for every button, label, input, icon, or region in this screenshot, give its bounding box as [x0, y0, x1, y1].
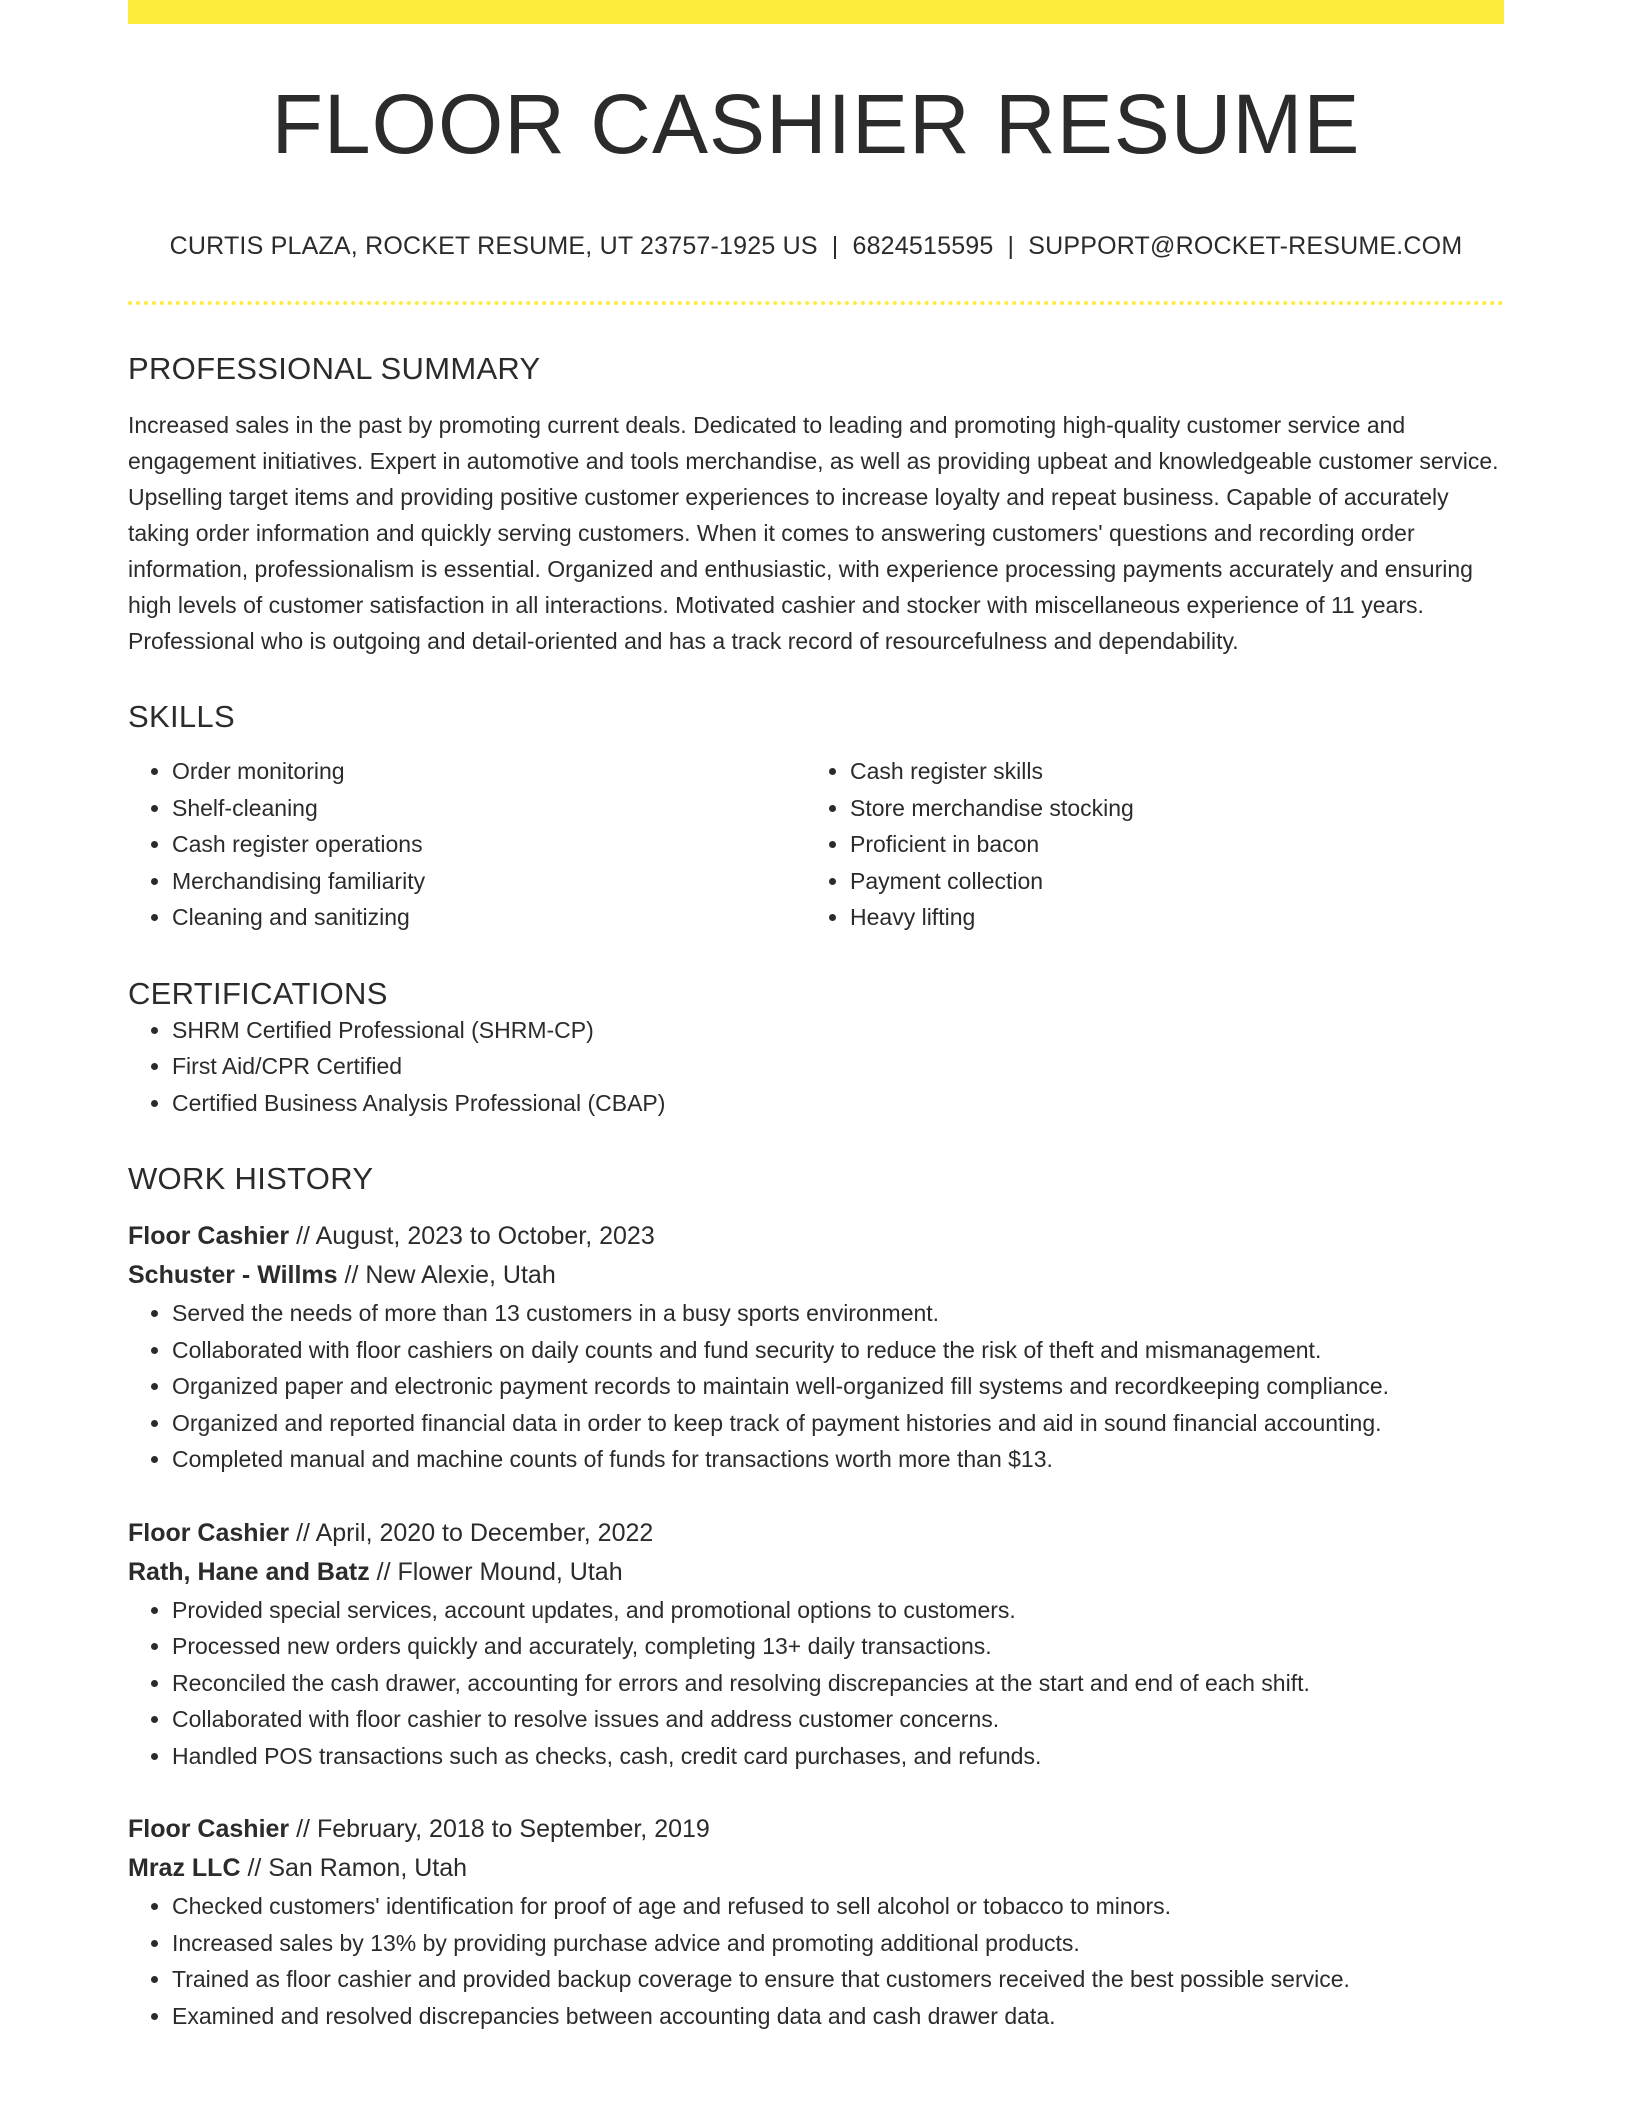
job-duty: • Collaborated with floor cashiers on daily counts and fund security to reduce the risk of theft and mismanagement. [172, 1332, 1504, 1369]
certification-item: • Certified Business Analysis Professional (CBAP) [172, 1085, 1504, 1122]
job-location: New Alexie, Utah [365, 1261, 556, 1289]
job-company: Rath, Hane and Batz [128, 1557, 370, 1586]
certifications-list [128, 1012, 1504, 1122]
resume-page [128, 0, 1504, 2034]
job-duties-list [128, 1295, 1504, 1478]
job-duty: • Examined and resolved discrepancies between accounting data and cash drawer data. [172, 1998, 1504, 2035]
job-duty: • Provided special services, account updates, and promotional options to customers. [172, 1592, 1504, 1629]
skills-grid [128, 753, 1504, 936]
skill-item: • Store merchandise stocking [850, 790, 1484, 827]
skill-item: • Heavy lifting [850, 899, 1484, 936]
skills-column-left [128, 753, 806, 936]
work-history-heading: WORK HISTORY [128, 1161, 374, 1196]
skills-heading: SKILLS [128, 699, 235, 734]
contact-address: CURTIS PLAZA, ROCKET RESUME, UT 23757-1925 US [169, 232, 818, 260]
contact-email: SUPPORT@ROCKET-RESUME.COM [1028, 232, 1463, 260]
skill-item: • Payment collection [850, 863, 1484, 900]
skills-column-right [806, 753, 1484, 936]
job-divider: // [376, 1557, 391, 1586]
job-divider: // [296, 1518, 311, 1547]
job-duties-list [128, 1592, 1504, 1775]
job-divider: // [344, 1261, 359, 1289]
contact-separator: | [831, 232, 839, 260]
job-duty: • Trained as floor cashier and provided backup coverage to ensure that customers received the best possible service. [172, 1961, 1504, 1998]
job-duty: • Checked customers' identification for proof of age and refused to sell alcohol or tobacco to minors. [172, 1888, 1504, 1925]
skill-item: • Cash register operations [172, 826, 806, 863]
job-divider: // [247, 1854, 262, 1882]
job-entry [128, 1514, 1504, 1775]
job-duty: • Served the needs of more than 13 customers in a busy sports environment. [172, 1295, 1504, 1332]
job-duties-list [128, 1888, 1504, 2034]
job-company-line [128, 1553, 1504, 1592]
job-location: San Ramon, Utah [268, 1854, 468, 1882]
skill-item: • Order monitoring [172, 753, 806, 790]
skill-item: • Shelf-cleaning [172, 790, 806, 827]
job-duty: • Organized and reported financial data in order to keep track of payment histories and aid in sound financial accounting. [172, 1405, 1504, 1442]
job-title: Floor Cashier [128, 1222, 290, 1250]
contact-line [128, 232, 1504, 261]
top-accent-bar [128, 0, 1504, 24]
job-title: Floor Cashier [128, 1518, 290, 1547]
certification-item: • First Aid/CPR Certified [172, 1048, 1504, 1085]
job-entry [128, 1217, 1504, 1478]
job-title-line [128, 1810, 1504, 1849]
job-company: Mraz LLC [128, 1854, 241, 1882]
skill-item: • Proficient in bacon [850, 826, 1484, 863]
job-entry [128, 1810, 1504, 2034]
job-company: Schuster - Willms [128, 1261, 338, 1289]
job-title-line [128, 1514, 1504, 1553]
skills-list-right [806, 753, 1484, 936]
job-duty: • Increased sales by 13% by providing purchase advice and promoting additional products. [172, 1925, 1504, 1962]
job-duty: • Processed new orders quickly and accurately, completing 13+ daily transactions. [172, 1628, 1504, 1665]
job-title: Floor Cashier [128, 1815, 290, 1843]
skill-item: • Merchandising familiarity [172, 863, 806, 900]
job-duty: • Reconciled the cash drawer, accounting for errors and resolving discrepancies at the start and end of each shift. [172, 1665, 1504, 1702]
job-dates: April, 2020 to December, 2022 [315, 1518, 654, 1547]
job-dates: August, 2023 to October, 2023 [315, 1222, 655, 1250]
job-dates: February, 2018 to September, 2019 [316, 1815, 710, 1843]
contact-separator: | [1007, 232, 1015, 260]
job-divider: // [296, 1815, 311, 1843]
summary-text: Increased sales in the past by promoting current deals. Dedicated to leading and promoting high-quality customer service and engagement initiatives. Expert in automotive and tools merchandise, as well as providing upbeat and knowledgeable customer service. Upselling target items and providing positive customer experiences to increase loyalty and repeat business. Capable of accurately taking order information and quickly serving customers. When it comes to answering customers' questions and recording order information, professionalism is essential. Organized and enthusiastic, with experience processing payments accurately and ensuring high levels of customer satisfaction in all interactions. Motivated cashier and stocker with miscellaneous experience of 11 years. Professional who is outgoing and detail-oriented and has a track record of resourcefulness and dependability. [128, 412, 1499, 654]
certifications-heading: CERTIFICATIONS [128, 975, 388, 1011]
job-duty: • Organized paper and electronic payment records to maintain well-organized fill systems and recordkeeping compliance. [172, 1368, 1504, 1405]
job-duty: • Completed manual and machine counts of funds for transactions worth more than $13. [172, 1441, 1504, 1478]
job-company-line [128, 1849, 1504, 1888]
skills-list-left [128, 753, 806, 936]
job-duty: • Handled POS transactions such as checks, cash, credit card purchases, and refunds. [172, 1738, 1504, 1775]
job-location: Flower Mound, Utah [397, 1557, 623, 1586]
job-title-line [128, 1217, 1504, 1256]
dotted-divider [128, 301, 1504, 305]
job-company-line [128, 1256, 1504, 1295]
skill-item: • Cleaning and sanitizing [172, 899, 806, 936]
job-divider: // [296, 1222, 311, 1250]
job-duty: • Collaborated with floor cashier to resolve issues and address customer concerns. [172, 1701, 1504, 1738]
contact-phone: 6824515595 [852, 232, 994, 260]
skill-item: • Cash register skills [850, 753, 1484, 790]
summary-heading: PROFESSIONAL SUMMARY [128, 351, 541, 386]
certification-item: • SHRM Certified Professional (SHRM-CP) [172, 1012, 1504, 1049]
page-title: FLOOR CASHIER RESUME [271, 77, 1361, 171]
